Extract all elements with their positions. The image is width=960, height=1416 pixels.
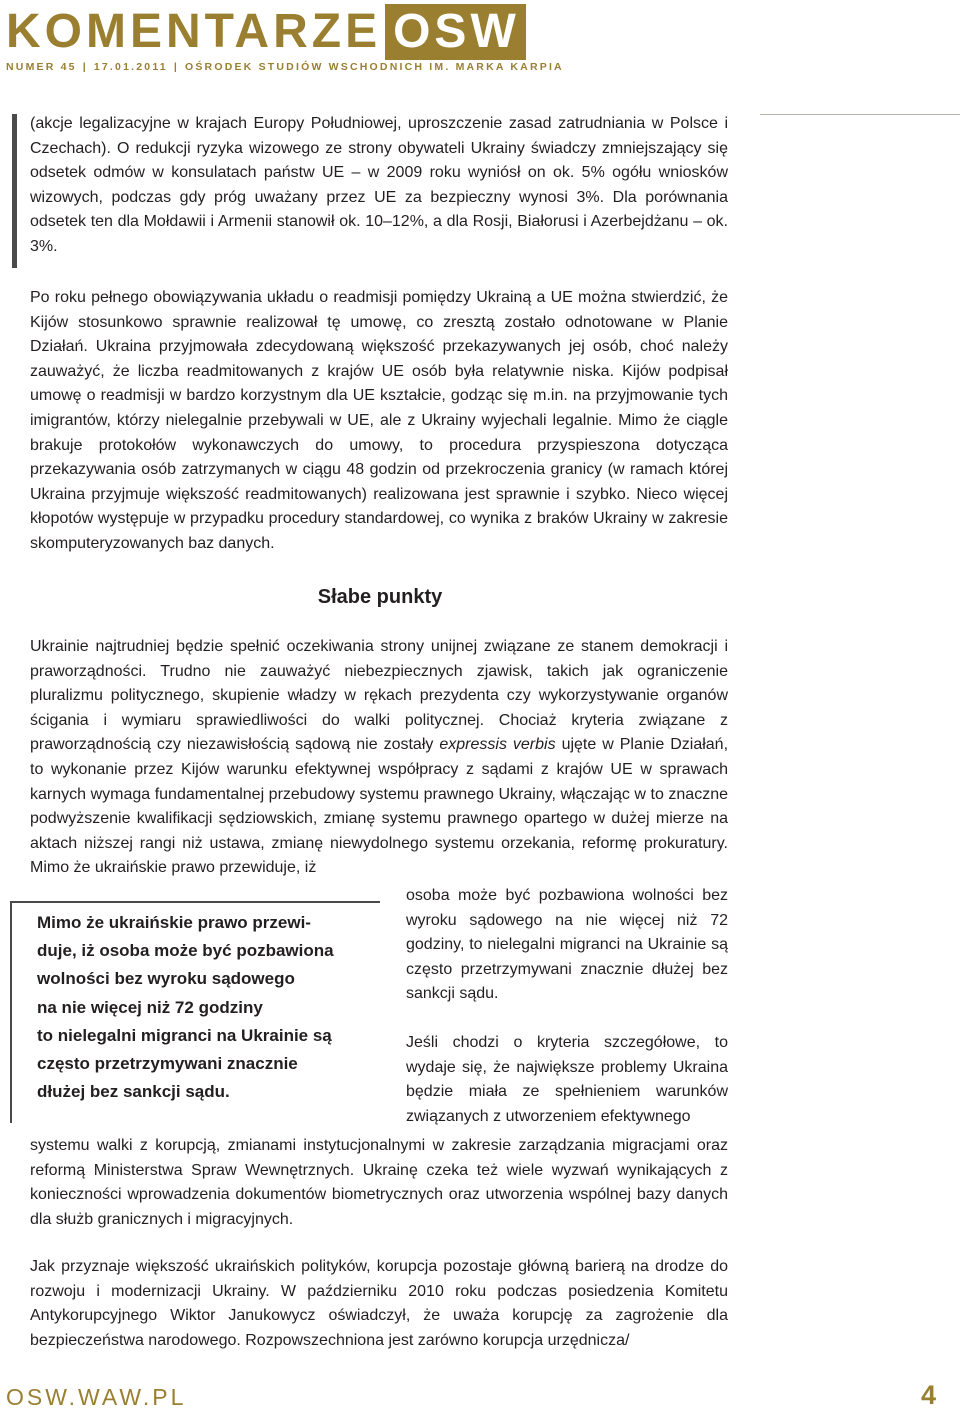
paragraph-2 [30, 286, 728, 557]
paragraph-text: (akcje legalizacyjne w krajach Europy Południowej, uproszczenie zasad zatrudniania w Polsce i Czechach). O redukcji ryzyka wizowego ze strony obywateli Ukrainy świadczy zmniejszający się odsetek odmów w konsulatach państw UE – w 2009 roku wyniósł on ok. 5% ogółu wniosków wizowych, podczas gdy próg uważany przez UE za bezpieczny wynosi 3%. Dla porównania odsetek ten dla Mołdawii i Armenii stanowił ok. 10–12%, a dla Rosji, Białorusi i Azerbejdżanu – ok. 3%. [30, 115, 728, 255]
side-paragraph-2: Jeśli chodzi o kryteria szczegółowe, to wydaje się, że największe problemy Ukraina będzie miała ze spełnieniem warunków związanych z utworzeniem efektywnego [406, 1033, 728, 1125]
top-rule [760, 114, 960, 115]
italic-phrase: expressis verbis [439, 736, 556, 754]
side-column [406, 884, 728, 1129]
paragraph-text-part: Ukrainie najtrudniej będzie spełnić oczekiwania strony unijnej związane ze stanem demokracji i praworządności. Trudno nie zauważyć niebezpiecznych zjawisk, takich jak ograniczenie pluralizmu politycznego, skupienie władzy w rękach prezydenta czy wykorzystywanie organów ścigania i wymiaru sprawiedliwości do walki politycznej. Chociaż kryteria związane z praworządnością czy niezawisłością sądową nie zostały [30, 638, 728, 754]
pull-quote [10, 901, 380, 1123]
left-accent-bar [12, 114, 17, 268]
paragraph-5 [30, 1255, 728, 1353]
paragraph-4 [30, 1134, 728, 1232]
issue-number: NUMER 45 [6, 61, 77, 73]
pull-quote-left-rule [10, 901, 12, 1123]
paragraph-3 [30, 635, 728, 881]
pull-quote-top-rule [10, 901, 380, 903]
pull-quote-text: Mimo że ukraińskie prawo przewi- duje, iż osoba może być pozbawiona wolności bez wyroku sądowego na nie więcej niż 72 godziny to nielegalni migranci na Ukrainie są często przetrzymywani znacznie dłużej bez sankcji sądu. [37, 913, 334, 1102]
separator: | [173, 61, 179, 73]
page-header [0, 0, 960, 80]
side-paragraph-1: osoba może być pozbawiona wolności bez wyroku sądowego na nie więcej niż 72 godziny, to nielegalni migranci na Ukrainie są często przetrzymywani znacznie dłużej bez sankcji sądu. [406, 887, 728, 1003]
issue-date: 17.01.2011 [93, 61, 168, 73]
paragraph-text: systemu walki z korupcją, zmianami instytucjonalnymi w zakresie zarządzania migracjami oraz reformą Ministerstwa Spraw Wewnętrznych. Ukrainę czeka też wiele wyzwań wynikających z konieczności wprowadzenia dokumentów biometrycznych oraz utworzenia wspólnej bazy danych dla służb granicznych i migracyjnych. [30, 1137, 728, 1228]
logo-title: KOMENTARZE [6, 5, 382, 58]
issue-line [6, 61, 564, 73]
paragraph-text: Jak przyznaje większość ukraińskich polityków, korupcja pozostaje główną barierą na drodze do rozwoju i modernizacji Ukrainy. W październiku 2010 roku podczas posiedzenia Komitetu Antykorupcyjnego Wiktor Janukowycz oświadczył, że uważa korupcję za zagrożenie dla bezpieczeństwa narodowego. Rozpowszechniona jest zarówno korupcja urzędnicza/ [30, 1258, 728, 1349]
footer-website-link[interactable]: OSW.WAW.PL [6, 1384, 187, 1410]
institution-name: OŚRODEK STUDIÓW WSCHODNICH IM. MARKA KARPIA [184, 61, 564, 73]
paragraph-text-part: ujęte w Planie Działań, to wykonanie przez Kijów warunku efektywnej współpracy z sądami z krajów UE w sprawach karnych wymaga fundamentalnej przebudowy systemu prawnego Ukrainy, włączając w to znaczne podwyższenie kwalifikacji sędziowskich, zmianę systemu prawnego opartego w dużej mierze na aktach niższej rangi niż ustawa, zmianę niewydolnego systemu orzekania, reformę prokuratury. Mimo że ukraińskie prawo przewiduje, iż [30, 736, 729, 877]
logo-osw-box: OSW [385, 4, 526, 60]
paragraph-1 [30, 112, 728, 260]
publication-logo [6, 4, 526, 60]
section-heading: Słabe punkty [317, 586, 443, 608]
separator: | [82, 61, 88, 73]
paragraph-text: Po roku pełnego obowiązywania układu o readmisji pomiędzy Ukrainą a UE można stwierdzić, że Kijów stosunkowo sprawnie realizował tę umowę, co zresztą zostało odnotowane w Planie Działań. Ukraina przyjmowała zdecydowaną większość przekazywanych jej osób, choć należy zauważyć, że liczba readmitowanych z krajów UE osób była relatywnie niska. Kijów podpisał umowę o readmisji w bardzo korzystnym dla UE kształcie, godząc się m.in. na przyjmowanie tych imigrantów, którzy nielegalnie przebywali w UE, ale z Ukrainy wyjechali legalnie. Mimo że ciągle brakuje protokołów wykonawczych do umowy, to procedura przyspieszona dotycząca przekazywania osób zatrzymanych w ciągu 48 godzin od przekroczenia granicy (w ramach której Ukraina przyjmuje większość readmitowanych) realizowana jest sprawnie i szybko. Nieco więcej kłopotów występuje w przypadku procedury standardowej, co wynika z braków Ukrainy w zakresie skomputeryzowanych baz danych. [30, 289, 728, 552]
paragraph-text [30, 635, 728, 881]
page-number: 4 [920, 1380, 936, 1410]
